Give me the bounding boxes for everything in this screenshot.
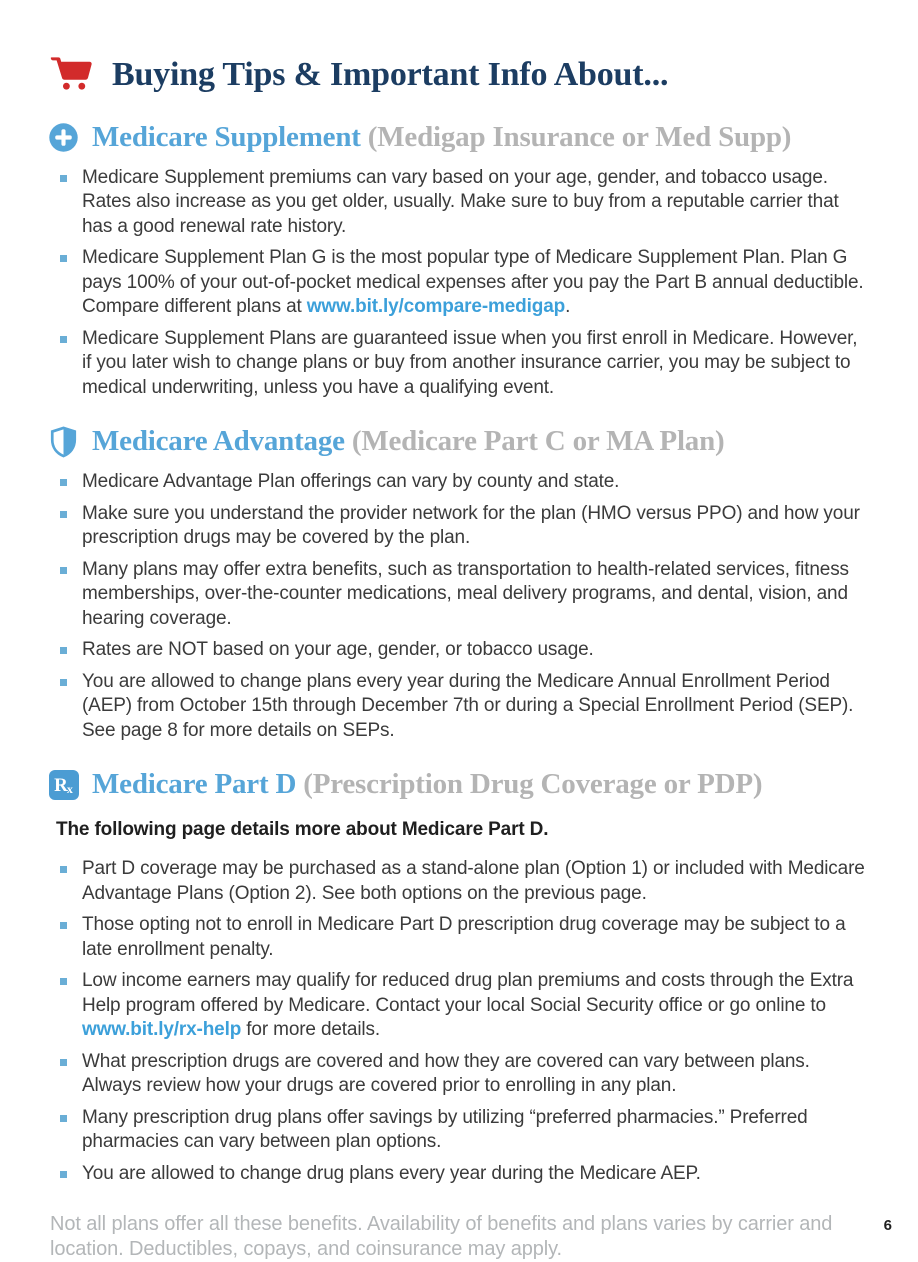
list-item: Many plans may offer extra benefits, such as transportation to health-related services, fitness memberships, over-the-counter medications, meal delivery programs, and dental, vision, and hearing coverage.	[82, 558, 870, 632]
content	[48, 122, 870, 1186]
section-title-main: Medicare Supplement	[92, 121, 361, 153]
list-item: Medicare Supplement Plans are guaranteed issue when you first enroll in Medicare. However, if you later wish to change plans or buy from another insurance carrier, you may be subject to medical underwriting, unless you have a qualifying event.	[82, 327, 870, 401]
section-intro: The following page details more about Medicare Part D.	[56, 819, 549, 841]
list-item: Medicare Advantage Plan offerings can vary by county and state.	[82, 470, 870, 495]
section-title-main: Medicare Part D	[92, 768, 297, 801]
page-title: Buying Tips & Important Info About...	[112, 56, 669, 93]
list-item: Part D coverage may be purchased as a stand-alone plan (Option 1) or included with Medicare Advantage Plans (Option 2). See both options on the previous page.	[82, 857, 870, 906]
section-title	[92, 426, 725, 458]
section-heading	[48, 426, 870, 458]
bullet-list	[48, 166, 870, 401]
plus-circle-icon	[48, 122, 79, 153]
section-title	[92, 122, 791, 154]
inline-link[interactable]: www.bit.ly/rx-help	[82, 1019, 242, 1041]
section-heading	[48, 769, 870, 801]
section-medicare-part-d	[48, 769, 870, 1186]
list-item: Many prescription drug plans offer savings by utilizing “preferred pharmacies.” Preferred pharmacies can vary between plan options.	[82, 1106, 870, 1155]
list-item: Rates are NOT based on your age, gender, or tobacco usage.	[82, 638, 870, 663]
page-number: 6	[883, 1217, 892, 1235]
list-item: Medicare Supplement premiums can vary based on your age, gender, and tobacco usage. Rates also increase as you get older, usually. Make sure to buy from a reputable carrier that has a good renewal rate history.	[82, 166, 870, 240]
disclaimer-text: Not all plans offer all these benefits. Availability of benefits and plans varies by carrier and location. Deductibles, copays, and coinsurance may apply.	[50, 1213, 833, 1261]
list-item: You are allowed to change drug plans every year during the Medicare AEP.	[82, 1162, 870, 1187]
list-item: Those opting not to enroll in Medicare Part D prescription drug coverage may be subject to a late enrollment penalty.	[82, 913, 870, 962]
list-item: What prescription drugs are covered and how they are covered can vary between plans. Always review how your drugs are covered prior to enrolling in any plan.	[82, 1050, 870, 1099]
section-title-sub: (Medicare Part C or MA Plan)	[344, 425, 725, 458]
bullet-list	[48, 470, 870, 743]
shopping-cart-icon	[48, 50, 96, 100]
document-header	[48, 50, 870, 100]
list-item: Make sure you understand the provider network for the plan (HMO versus PPO) and how your prescription drugs may be covered by the plan.	[82, 502, 870, 551]
shield-icon	[48, 427, 79, 458]
section-title-main: Medicare Advantage	[92, 425, 345, 458]
section-title-sub: (Prescription Drug Coverage or PDP)	[296, 768, 763, 801]
inline-link[interactable]: www.bit.ly/compare-medigap	[306, 296, 566, 318]
section-title	[92, 769, 762, 801]
list-item: Low income earners may qualify for reduced drug plan premiums and costs through the Extra Help program offered by Medicare. Contact your local Social Security office or go online to www.bit.ly/rx-help for more details.	[82, 969, 870, 1043]
rx-icon: R x	[48, 770, 79, 801]
section-heading	[48, 122, 870, 154]
bullet-list	[48, 857, 870, 1186]
section-title-sub: (Medigap Insurance or Med Supp)	[360, 121, 792, 153]
section-medicare-supplement	[48, 122, 870, 400]
list-item: You are allowed to change plans every year during the Medicare Annual Enrollment Period (AEP) from October 15th through December 7th or during a Special Enrollment Period (SEP). See page 8 for more details on SEPs.	[82, 670, 870, 744]
list-item: Medicare Supplement Plan G is the most popular type of Medicare Supplement Plan. Plan G pays 100% of your out-of-pocket medical expenses after you pay the Part B annual deductible. Compare different plans at www.bit.ly/compare-medigap.	[82, 246, 870, 320]
section-medicare-advantage	[48, 426, 870, 743]
